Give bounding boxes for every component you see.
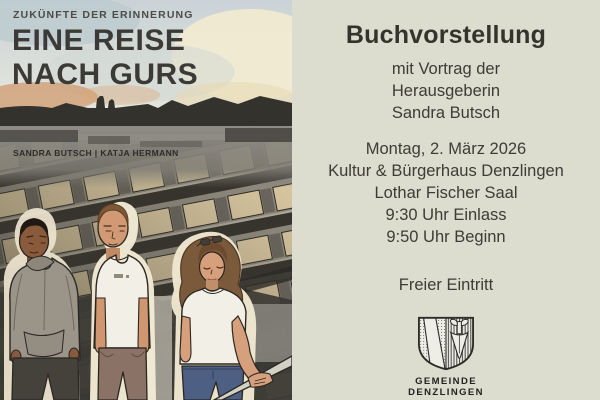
book-title-line-1: EINE REISE — [12, 24, 186, 57]
event-info-panel — [292, 0, 600, 400]
municipality-line: DENZLINGEN — [408, 387, 484, 398]
book-title-line-2: NACH GURS — [12, 58, 199, 91]
subtitle-line: Sandra Butsch — [391, 104, 501, 122]
free-entry-note: Freier Eintritt — [398, 276, 494, 294]
subtitle-line: Herausgeberin — [391, 82, 501, 100]
event-details — [328, 138, 564, 248]
municipality-name — [408, 376, 484, 398]
event-room: Lothar Fischer Saal — [374, 184, 518, 202]
event-date: Montag, 2. März 2026 — [365, 140, 527, 158]
cover-series-kicker: ZUKÜNFTE DER ERINNERUNG — [13, 9, 194, 21]
book-cover — [0, 0, 292, 400]
municipality-line: GEMEINDE — [415, 376, 477, 387]
event-subtitle — [392, 58, 500, 124]
denzlingen-coat-of-arms-icon — [416, 316, 476, 372]
book-title — [12, 24, 198, 92]
event-title: Buchvorstellung — [345, 21, 547, 49]
event-venue: Kultur & Bürgerhaus Denzlingen — [328, 162, 564, 180]
book-authors: SANDRA BUTSCH | KATJA HERMANN — [13, 148, 179, 158]
event-admission-time: 9:30 Uhr Einlass — [385, 206, 507, 224]
subtitle-line: mit Vortrag der — [391, 60, 501, 78]
event-start-time: 9:50 Uhr Beginn — [386, 228, 506, 246]
